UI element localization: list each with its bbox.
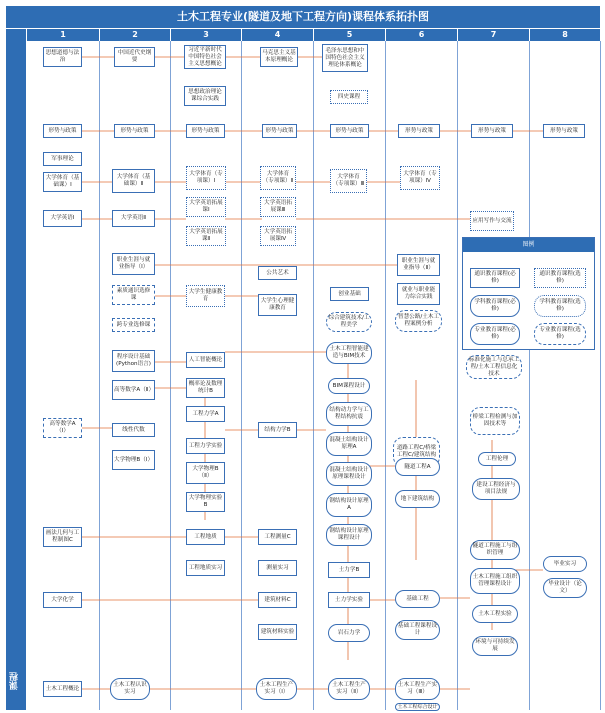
course-box: 土木工程智能建造与BIM技术 bbox=[326, 342, 372, 364]
course-box: 高等数学A（Ⅰ） bbox=[43, 418, 82, 438]
legend-item: 学科教育课程(选修) bbox=[534, 295, 586, 317]
course-box: 形势与政策 bbox=[543, 124, 585, 138]
course-box: 高等数学A（Ⅱ） bbox=[112, 380, 155, 400]
legend-item: 专业教育课程(选修) bbox=[534, 323, 586, 345]
course-box: 工程地质实习 bbox=[186, 560, 225, 576]
course-box: 形势与政策 bbox=[43, 124, 82, 138]
course-box: 大学英语Ⅰ bbox=[43, 210, 82, 227]
course-box: 军事理论 bbox=[43, 152, 82, 166]
course-box: 标准化施工与总承工程/土木工程信息化技术 bbox=[466, 355, 522, 379]
side-label: 课程 bbox=[10, 672, 20, 690]
course-box: 大学体育（基础课）Ⅱ bbox=[112, 169, 155, 193]
course-box: 形势与政策 bbox=[262, 124, 297, 138]
course-box: 形势与政策 bbox=[114, 124, 155, 138]
course-box: 岩石力学 bbox=[328, 624, 370, 642]
course-box: 线性代数 bbox=[112, 423, 155, 437]
col-header-1: 1 bbox=[27, 29, 99, 41]
col-header-2: 2 bbox=[100, 29, 170, 41]
course-box: 大学体育（专项课）Ⅳ bbox=[400, 166, 440, 190]
course-box: 建筑材料C bbox=[258, 592, 297, 608]
legend-title: 图例 bbox=[463, 238, 594, 252]
course-box: 形势与政策 bbox=[398, 124, 440, 138]
course-box: 混凝土结构设计原理课程设计 bbox=[326, 462, 372, 486]
course-box: 人工智能概论 bbox=[186, 352, 225, 368]
course-box: 工程力学A bbox=[186, 406, 225, 422]
course-box: 土木工程施工组织管理课程设计 bbox=[470, 568, 520, 594]
course-box: 毛泽东思想和中国特色社会主义理论体系概论 bbox=[322, 44, 368, 72]
course-box: 职业生涯与就业指导（Ⅱ） bbox=[397, 254, 440, 276]
course-box: 大学英语拓展课Ⅲ bbox=[260, 197, 296, 217]
legend-item: 通识教育课程(必修) bbox=[470, 268, 520, 288]
course-box: 工程力学实验 bbox=[186, 438, 225, 454]
course-box: 大学英语拓展课Ⅱ bbox=[186, 226, 226, 246]
course-box: 智慧公路/土木工程案例分析 bbox=[395, 310, 442, 332]
course-box: BIM课程设计 bbox=[328, 378, 370, 394]
course-box: 毕业实习 bbox=[543, 556, 587, 572]
course-box: 就业与职业能力综合实践 bbox=[397, 283, 440, 305]
course-box: 结构力学B bbox=[258, 422, 297, 438]
course-box: 工程伦理 bbox=[478, 452, 516, 466]
course-box: 建筑材料实验 bbox=[258, 624, 297, 640]
course-box: 建设工程经济与项目法规 bbox=[472, 478, 520, 500]
course-box: 混凝土结构设计原理A bbox=[326, 432, 372, 456]
course-box: 综合建筑技术/工程美学 bbox=[326, 312, 372, 332]
course-box: 素质通识选修课 bbox=[112, 285, 155, 305]
course-box: 程序设计基础(Python语言) bbox=[112, 350, 155, 372]
course-box: 钢结构设计原理课程设计 bbox=[326, 524, 372, 546]
col-header-6: 6 bbox=[386, 29, 457, 41]
legend-item: 通识教育课程(选修) bbox=[534, 268, 586, 288]
course-box: 隧道工程施工与组织管理 bbox=[470, 540, 520, 560]
course-box: 环境与可持续发展 bbox=[472, 636, 518, 656]
course-box: 大学体育（基础课）Ⅰ bbox=[43, 172, 82, 192]
course-box: 大学物理B（Ⅰ） bbox=[112, 450, 155, 470]
course-box: 地下建筑结构 bbox=[395, 490, 440, 508]
course-box: 概率论及数理统计B bbox=[186, 378, 225, 398]
course-box: 钢结构设计原理A bbox=[326, 493, 372, 517]
course-box: 土木工程生产实习（Ⅰ） bbox=[256, 678, 297, 700]
course-box: 土木工程综合设计 bbox=[395, 703, 440, 711]
course-box: 马克思主义基本原理概论 bbox=[260, 47, 298, 67]
course-box: 大学英语拓展课Ⅳ bbox=[260, 226, 296, 246]
course-box: 创业基础 bbox=[330, 287, 369, 301]
course-box: 职业生涯与就业指导（Ⅰ） bbox=[112, 253, 155, 275]
course-box: 土力学B bbox=[328, 562, 370, 578]
legend-item: 专业教育课程(必修) bbox=[470, 323, 520, 345]
course-box: 思想道德与法治 bbox=[43, 47, 82, 67]
course-box: 大学物理实验B bbox=[186, 492, 225, 512]
course-box: 应用写作与交流 bbox=[470, 211, 514, 231]
course-box: 基础工程 bbox=[395, 590, 440, 608]
course-box: 毕业设计（论文） bbox=[543, 578, 587, 598]
course-box: 大学生心理健康教育 bbox=[258, 294, 297, 316]
course-box: 大学生健康教育 bbox=[186, 285, 225, 307]
course-box: 土木工程生产实习（Ⅲ） bbox=[395, 678, 440, 700]
course-box: 形势与政策 bbox=[471, 124, 513, 138]
course-box: 形势与政策 bbox=[330, 124, 369, 138]
course-box: 形势与政策 bbox=[186, 124, 225, 138]
course-box: 大学英语拓展课Ⅰ bbox=[186, 197, 226, 217]
course-box: 土木工程认识实习 bbox=[110, 678, 150, 700]
course-box: 大学体育（专项课）Ⅱ bbox=[260, 166, 296, 190]
course-box: 隧道工程A bbox=[395, 458, 440, 476]
course-box: 测量实习 bbox=[258, 560, 297, 576]
col-header-5: 5 bbox=[314, 29, 385, 41]
legend-item: 学科教育课程(必修) bbox=[470, 295, 520, 317]
course-box: 基础工程课程设计 bbox=[395, 620, 440, 640]
col-header-8: 8 bbox=[530, 29, 600, 41]
course-box: 大学体育（专项课）Ⅲ bbox=[330, 169, 367, 193]
course-box: 公共艺术 bbox=[258, 266, 297, 280]
course-box: 大学物理B（Ⅱ） bbox=[186, 462, 225, 484]
course-box: 大学英语Ⅱ bbox=[112, 210, 155, 227]
course-box: 习近平新时代中国特色社会主义思想概论 bbox=[184, 45, 226, 69]
course-box: 工程测量C bbox=[258, 529, 297, 545]
course-box: 思想政治理论课综合实践 bbox=[184, 86, 226, 106]
course-box: 土木工程实验 bbox=[472, 605, 518, 623]
course-box: 大学体育（专项课）Ⅰ bbox=[186, 166, 226, 190]
course-box: 工程地质 bbox=[186, 529, 225, 545]
course-box: 画法几何与工程制图C bbox=[43, 527, 82, 547]
diagram-title: 土木工程专业(隧道及地下工程方向)课程体系拓扑图 bbox=[6, 6, 600, 28]
col-header-3: 3 bbox=[171, 29, 241, 41]
course-box: 大学化学 bbox=[43, 592, 82, 608]
course-box: 中国近代史纲要 bbox=[114, 47, 155, 67]
course-box: 道路工程C/桥梁工程C/建筑结构 bbox=[393, 437, 440, 467]
course-box: 土力学实验 bbox=[328, 592, 370, 608]
course-box: 土木工程生产实习（Ⅱ） bbox=[328, 678, 370, 700]
course-box: 结构动力学与工程结构抗震 bbox=[326, 402, 372, 426]
course-box: 四史课程 bbox=[330, 90, 368, 104]
course-box: 土木工程概论 bbox=[43, 681, 82, 697]
col-header-4: 4 bbox=[242, 29, 313, 41]
course-box: 桥梁工程检测与加固技术等 bbox=[470, 407, 520, 435]
course-box: 跨专业选修课 bbox=[112, 318, 155, 332]
col-header-7: 7 bbox=[458, 29, 529, 41]
